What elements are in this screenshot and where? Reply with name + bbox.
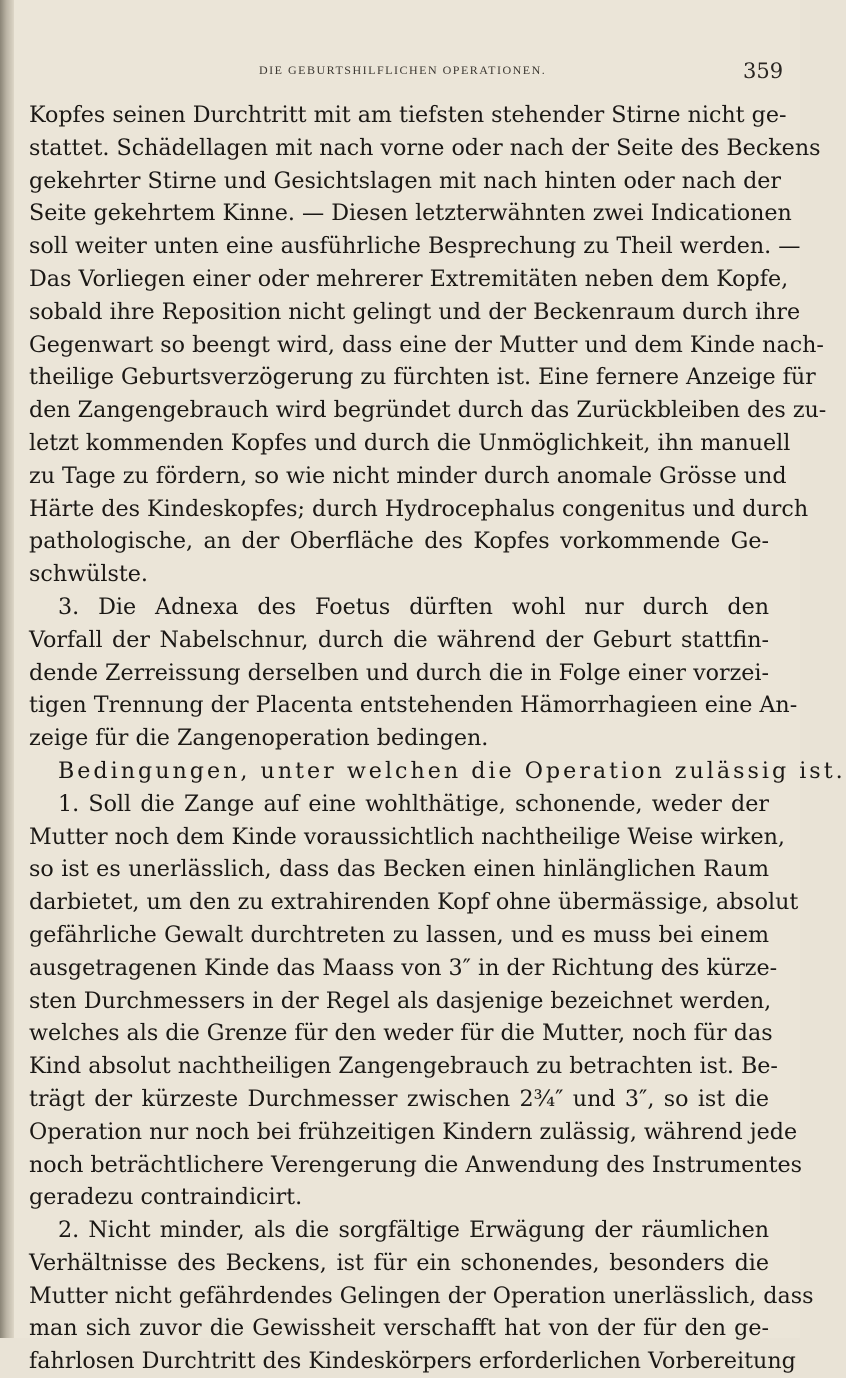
text-line: fahrlosen Durchtritt des Kindeskörpers erforderlichen Vorbereitung xyxy=(29,1348,796,1375)
text-line: Kind absolut nachtheiligen Zangengebrauch zu betrachten ist. Be- xyxy=(29,1053,778,1080)
text-line: sobald ihre Reposition nicht gelingt und der Beckenraum durch ihre xyxy=(29,298,801,325)
text-line: gefährliche Gewalt durchtreten zu lassen, und es muss bei einem xyxy=(29,921,769,948)
text-line: theilige Geburtsverzögerung zu fürchten ist. Eine fernere Anzeige für xyxy=(29,364,816,391)
text-line: man sich zuvor die Gewissheit verschafft hat von der für den ge- xyxy=(29,1315,769,1342)
text-line: Verhältnisse des Beckens, ist für ein schonendes, besonders die xyxy=(29,1249,769,1276)
running-head: DIE GEBURTSHILFLICHEN OPERATIONEN. xyxy=(259,63,547,77)
text-line: gekehrter Stirne und Gesichtslagen mit nach hinten oder nach der xyxy=(29,167,782,194)
text-line: soll weiter unten eine ausführliche Besprechung zu Theil werden. — xyxy=(29,233,801,260)
text-line: noch beträchtlichere Verengerung die Anwendung des Instrumentes xyxy=(29,1151,803,1178)
text-line: Härte des Kindeskopfes; durch Hydrocephalus congenitus und durch xyxy=(29,495,809,522)
text-line: Das Vorliegen einer oder mehrerer Extremitäten neben dem Kopfe, xyxy=(29,265,789,292)
text-line: Vorfall der Nabelschnur, durch die während der Geburt stattfin- xyxy=(29,626,769,653)
text-line: dende Zerreissung derselben und durch die in Folge einer vorzei- xyxy=(29,659,769,686)
text-line: stattet. Schädellagen mit nach vorne oder nach der Seite des Beckens xyxy=(29,134,821,161)
text-line: geradezu contraindicirt. xyxy=(29,1184,303,1211)
text-line: zeige für die Zangenoperation bedingen. xyxy=(29,725,489,752)
text-line: welches als die Grenze für den weder für die Mutter, noch für das xyxy=(29,1020,773,1047)
text-line: Mutter nicht gefährdendes Gelingen der Operation unerlässlich, dass xyxy=(29,1282,814,1309)
text-line: sten Durchmessers in der Regel als dasjenige bezeichnet werden, xyxy=(29,987,772,1014)
page-gutter-shadow xyxy=(0,0,14,1338)
text-line: so ist es unerlässlich, dass das Becken einen hinlänglichen Raum xyxy=(29,856,769,883)
text-line: Gegenwart so beengt wird, dass eine der Mutter und dem Kinde nach- xyxy=(29,331,824,358)
text-line: tigen Trennung der Placenta entstehenden Hämorrhagieen eine An- xyxy=(29,692,798,719)
text-line: letzt kommenden Kopfes und durch die Unmöglichkeit, ihn manuell xyxy=(29,429,791,456)
text-line: 1. Soll die Zange auf eine wohlthätige, schonende, weder der xyxy=(58,790,769,817)
subheading-line: Bedingungen, unter welchen die Operation zulässig ist. xyxy=(58,757,846,784)
section-heading-line: 3. Die Adnexa des Foetus dürften wohl nur durch den xyxy=(58,593,769,620)
text-line: den Zangengebrauch wird begründet durch das Zurückbleiben des zu- xyxy=(29,397,827,424)
text-line: Seite gekehrtem Kinne. — Diesen letzterwähnten zwei Indicationen xyxy=(29,200,792,227)
text-line: schwülste. xyxy=(29,561,148,588)
body-text xyxy=(29,99,846,1378)
text-line: ausgetragenen Kinde das Maass von 3″ in der Richtung des kürze- xyxy=(29,954,778,981)
page-header xyxy=(0,59,800,89)
text-line: pathologische, an der Oberfläche des Kopfes vorkommende Ge- xyxy=(29,528,769,555)
text-line: trägt der kürzeste Durchmesser zwischen 2¾″ und 3″, so ist die xyxy=(29,1085,769,1112)
text-line: 2. Nicht minder, als die sorgfältige Erwägung der räumlichen xyxy=(58,1217,769,1244)
text-line: darbietet, um den zu extrahirenden Kopf ohne übermässige, absolut xyxy=(29,889,799,916)
text-line: Mutter noch dem Kinde voraussichtlich nachtheilige Weise wirken, xyxy=(29,823,785,850)
text-line: Kopfes seinen Durchtritt mit am tiefsten stehender Stirne nicht ge- xyxy=(29,102,787,128)
text-line: Operation nur noch bei frühzeitigen Kindern zulässig, während jede xyxy=(29,1118,798,1145)
text-line: zu Tage zu fördern, so wie nicht minder durch anomale Grösse und xyxy=(29,462,787,489)
page-number: 359 xyxy=(743,59,784,83)
